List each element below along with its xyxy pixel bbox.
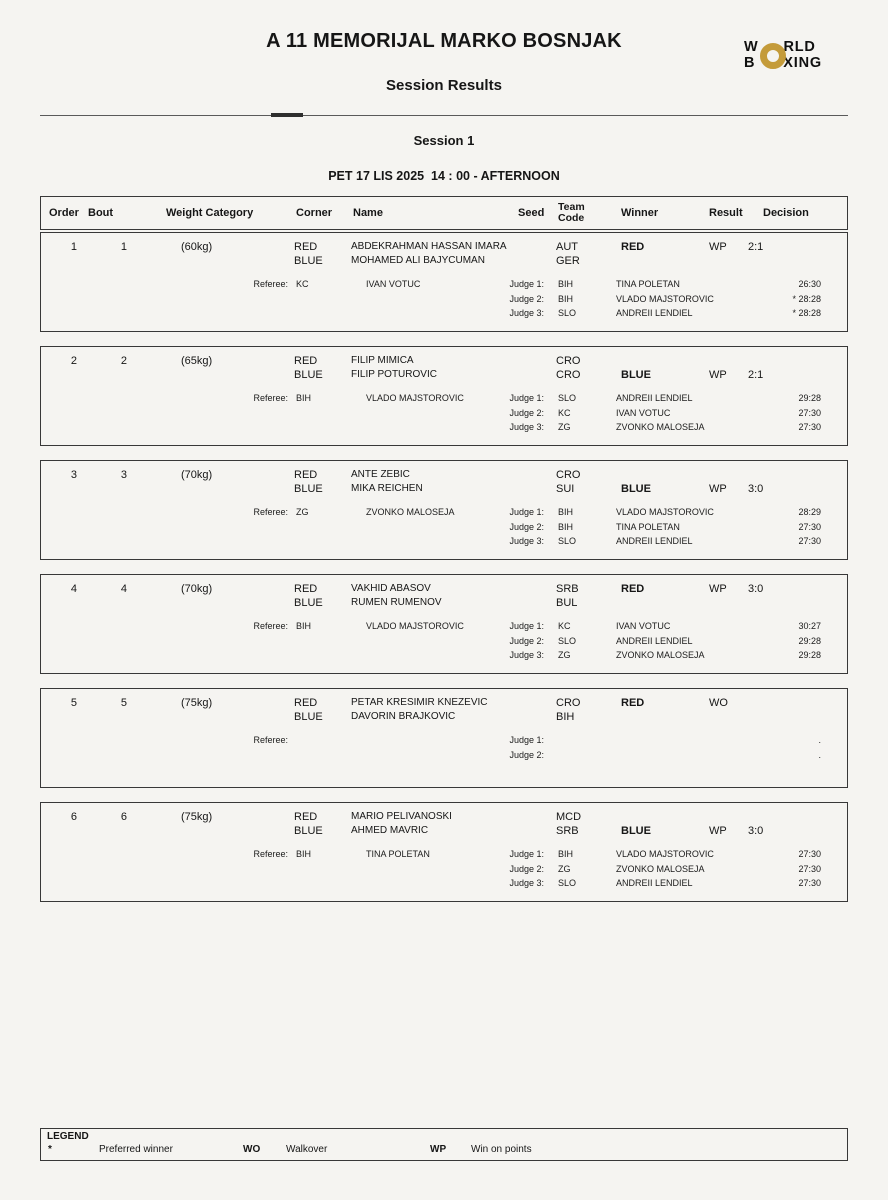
judge-score: 29:28 (798, 635, 821, 646)
referee-label: Referee: (253, 735, 288, 745)
judge-team-code: BIH (558, 849, 574, 859)
red-seed (516, 354, 556, 368)
logo-letter: W (744, 39, 759, 55)
judge-name: VLADO MAJSTOROVIC (616, 507, 714, 517)
result-label: WP (709, 583, 727, 595)
bout-spacer (77, 824, 129, 838)
judge-row (486, 619, 847, 634)
winner-label (621, 254, 709, 268)
red-corner-label: RED (294, 811, 318, 823)
world-boxing-ring-icon (760, 43, 786, 69)
blue-corner-label: BLUE (294, 483, 323, 495)
decision-label (745, 354, 847, 368)
weight-spacer (129, 824, 294, 838)
winner-label (621, 596, 709, 610)
order-number: 2 (70, 355, 77, 367)
red-seed (516, 696, 556, 710)
referee-name: VLADO MAJSTOROVIC (366, 393, 464, 403)
judge-label: Judge 3: (509, 422, 544, 432)
referee-name: IVAN VOTUC (366, 279, 421, 289)
judge-row (486, 420, 847, 435)
judge-label: Judge 3: (509, 536, 544, 546)
judge-score: 27:30 (798, 407, 821, 418)
weight-category: (75kg) (181, 697, 213, 709)
red-team-code: AUT (556, 241, 578, 253)
judge-score: . (818, 749, 821, 760)
judge-name (616, 733, 746, 748)
judge-score: * 28:28 (792, 308, 821, 318)
red-fighter-name: ABDEKRAHMAN HASSAN IMARA (351, 241, 507, 252)
judges-list (486, 847, 847, 891)
red-corner-row (41, 240, 847, 254)
judge-score: 28:29 (798, 507, 821, 517)
blue-fighter-name: AHMED MAVRIC (351, 825, 429, 836)
header-bout: Bout (88, 207, 114, 219)
header-team-code-line2: Code (558, 212, 585, 224)
referee-row (41, 391, 486, 406)
winner-label: BLUE (621, 369, 651, 381)
legend-symbol: WP (430, 1144, 447, 1155)
header-result: Result (709, 207, 743, 219)
judge-label: Judge 1: (509, 621, 544, 631)
referee-team-code: BIH (296, 393, 312, 403)
blue-corner-row (41, 254, 847, 268)
decision-label (745, 810, 847, 824)
result-label (709, 710, 745, 724)
header-team-code (556, 202, 621, 224)
blue-seed (516, 254, 556, 268)
judge-row (486, 292, 847, 307)
judge-team-code: KC (558, 621, 571, 631)
referee-name: TINA POLETAN (366, 849, 430, 859)
bout-spacer (77, 596, 129, 610)
blue-corner-label: BLUE (294, 825, 323, 837)
weight-spacer (129, 368, 294, 382)
judge-label: Judge 2: (509, 293, 544, 304)
blue-team-code: CRO (556, 369, 581, 381)
judges-list (486, 391, 847, 435)
red-corner-label: RED (294, 355, 318, 367)
judge-score: 27:30 (798, 422, 821, 432)
blue-team-code: GER (556, 255, 580, 267)
judge-label: Judge 2: (509, 635, 544, 646)
decision-label: 3:0 (748, 483, 764, 495)
order-spacer (41, 710, 77, 724)
judge-label: Judge 3: (509, 308, 544, 318)
judge-name: ANDREII LENDIEL (616, 635, 693, 646)
result-label (709, 810, 745, 824)
results-table-header (40, 196, 848, 230)
referee-label: Referee: (253, 393, 288, 403)
referee-team-code: BIH (296, 849, 312, 859)
referee-row (41, 505, 486, 520)
referee-team-code: ZG (296, 507, 309, 517)
decision-label: 3:0 (748, 825, 764, 837)
judge-team-code: ZG (558, 422, 571, 432)
judge-row (486, 748, 847, 763)
judge-name: VLADO MAJSTOROVIC (616, 849, 714, 859)
order-number: 5 (70, 697, 77, 709)
red-fighter-name: MARIO PELIVANOSKI (351, 811, 452, 822)
decision-label (745, 596, 847, 610)
header-seed: Seed (518, 207, 545, 219)
red-seed (516, 582, 556, 596)
bout-number: 2 (120, 355, 127, 367)
weight-category: (60kg) (181, 241, 213, 253)
bout-block (40, 460, 848, 560)
decision-label: 3:0 (748, 583, 764, 595)
judge-score: . (818, 735, 821, 745)
order-spacer (41, 824, 77, 838)
judge-row (486, 406, 847, 421)
judge-name (616, 748, 746, 763)
bout-spacer (77, 254, 129, 268)
judge-score: 27:30 (798, 521, 821, 532)
referee-label: Referee: (253, 279, 288, 289)
red-corner-row (41, 696, 847, 710)
judge-score: 27:30 (798, 536, 821, 546)
red-fighter-name: FILIP MIMICA (351, 355, 414, 366)
decision-label (745, 468, 847, 482)
blue-team-code: BIH (556, 711, 575, 723)
red-fighter-name: PETAR KRESIMIR KNEZEVIC (351, 697, 488, 708)
referee-team-code: BIH (296, 621, 312, 631)
referee-label: Referee: (253, 621, 288, 631)
bout-block (40, 802, 848, 902)
blue-seed (516, 710, 556, 724)
judge-label: Judge 1: (509, 735, 544, 745)
referee-label: Referee: (253, 507, 288, 517)
officials-section (41, 733, 847, 762)
result-label (709, 468, 745, 482)
referee-label: Referee: (253, 849, 288, 859)
referee-row (41, 277, 486, 292)
bout-spacer (77, 368, 129, 382)
judge-team-code: ZG (558, 650, 571, 660)
judge-name: ZVONKO MALOSEJA (616, 422, 705, 432)
winner-label: BLUE (621, 825, 651, 837)
blue-corner-row (41, 368, 847, 382)
result-label (709, 354, 745, 368)
legend-symbol: * (48, 1144, 52, 1155)
blue-team-code: BUL (556, 597, 578, 609)
winner-label: RED (621, 241, 645, 253)
weight-category: (65kg) (181, 355, 213, 367)
bouts-list (0, 232, 888, 902)
header-decision: Decision (763, 207, 809, 219)
red-corner-row (41, 354, 847, 368)
weight-spacer (129, 482, 294, 496)
bout-block (40, 574, 848, 674)
red-seed (516, 810, 556, 824)
judge-label: Judge 2: (509, 407, 544, 418)
judge-row (486, 847, 847, 862)
judge-label: Judge 2: (509, 521, 544, 532)
referee-team-code: KC (296, 279, 309, 289)
bout-number: 5 (120, 697, 127, 709)
judge-name: TINA POLETAN (616, 521, 680, 532)
blue-fighter-name: MOHAMED ALI BAJYCUMAN (351, 255, 485, 266)
judge-team-code: SLO (558, 536, 577, 546)
report-subtitle: Session Results (386, 77, 502, 94)
logo-line-world (744, 40, 844, 56)
judge-name: ZVONKO MALOSEJA (616, 863, 705, 874)
judge-team-code (544, 733, 616, 748)
order-spacer (41, 254, 77, 268)
judge-name: TINA POLETAN (616, 279, 680, 289)
judge-team-code: ZG (558, 863, 571, 874)
red-team-code: MCD (556, 811, 582, 823)
decision-label (745, 696, 847, 710)
referee-name (358, 733, 486, 748)
decision-label (745, 254, 847, 268)
header-team-code-line1: Team (558, 201, 585, 213)
referee-team-code (288, 733, 358, 748)
judge-row (486, 306, 847, 321)
judge-row (486, 733, 847, 748)
blue-corner-label: BLUE (294, 711, 323, 723)
blue-fighter-name: MIKA REICHEN (351, 483, 423, 494)
logo-line-boxing (744, 56, 844, 72)
red-corner-label: RED (294, 241, 318, 253)
officials-section (41, 277, 847, 321)
logo-letter: B (744, 54, 756, 71)
judge-name: IVAN VOTUC (616, 407, 671, 418)
officials-section (41, 847, 847, 891)
bout-block (40, 346, 848, 446)
judge-team-code: SLO (558, 308, 577, 318)
judge-score: 30:27 (798, 621, 821, 631)
officials-section (41, 391, 847, 435)
result-label: WP (709, 369, 727, 381)
judge-row (486, 505, 847, 520)
judge-label: Judge 3: (509, 650, 544, 660)
winner-label (621, 468, 709, 482)
judge-label: Judge 3: (509, 878, 544, 888)
blue-seed (516, 482, 556, 496)
order-number: 4 (70, 583, 77, 595)
order-number: 6 (70, 811, 77, 823)
weight-category: (75kg) (181, 811, 213, 823)
blue-fighter-name: FILIP POTUROVIC (351, 369, 437, 380)
header-order: Order (49, 207, 79, 219)
officials-section (41, 619, 847, 663)
bout-number: 4 (120, 583, 127, 595)
red-team-code: CRO (556, 355, 581, 367)
bout-number: 6 (120, 811, 127, 823)
logo-letter: XING (783, 54, 822, 71)
order-spacer (41, 482, 77, 496)
judge-team-code: SLO (558, 635, 577, 646)
divider-line (40, 115, 848, 116)
judge-name: ANDREII LENDIEL (616, 536, 693, 546)
blue-team-code: SUI (556, 483, 575, 495)
judge-team-code: SLO (558, 393, 577, 403)
judge-team-code: SLO (558, 878, 577, 888)
judge-label: Judge 1: (509, 393, 544, 403)
red-seed (516, 240, 556, 254)
judge-score: * 28:28 (792, 293, 821, 304)
judge-score: 27:30 (798, 878, 821, 888)
judge-row (486, 277, 847, 292)
judges-list (486, 505, 847, 549)
order-spacer (41, 596, 77, 610)
blue-seed (516, 596, 556, 610)
red-team-code: SRB (556, 583, 579, 595)
session-title: Session 1 (413, 133, 475, 148)
judge-label: Judge 2: (509, 749, 544, 760)
judge-label: Judge 1: (509, 507, 544, 517)
red-fighter-name: VAKHID ABASOV (351, 583, 431, 594)
bout-spacer (77, 710, 129, 724)
result-label: WO (709, 697, 728, 709)
legend-row (41, 1143, 847, 1156)
legend-symbol: WO (243, 1144, 261, 1155)
judge-label: Judge 1: (509, 849, 544, 859)
weight-spacer (129, 254, 294, 268)
judge-score: 26:30 (798, 279, 821, 289)
judge-name: IVAN VOTUC (616, 621, 671, 631)
winner-label (621, 810, 709, 824)
session-datetime: PET 17 LIS 2025 14 : 00 - AFTERNOON (328, 169, 560, 183)
result-label (709, 596, 745, 610)
red-seed (516, 468, 556, 482)
referee-row (41, 733, 486, 748)
judge-team-code: BIH (558, 293, 574, 304)
legend-meaning: Walkover (286, 1144, 328, 1155)
weight-spacer (129, 710, 294, 724)
judge-row (486, 648, 847, 663)
blue-corner-row (41, 482, 847, 496)
page-title: A 11 MEMORIJAL MARKO BOSNJAK (266, 30, 622, 52)
winner-label (621, 710, 709, 724)
order-number: 1 (70, 241, 77, 253)
judge-row (486, 862, 847, 877)
blue-corner-label: BLUE (294, 369, 323, 381)
legend-meaning: Win on points (471, 1144, 532, 1155)
result-label: WP (709, 241, 727, 253)
red-corner-label: RED (294, 469, 318, 481)
judge-team-code: KC (558, 407, 571, 418)
blue-corner-row (41, 710, 847, 724)
header-winner: Winner (621, 207, 659, 219)
weight-spacer (129, 596, 294, 610)
blue-corner-row (41, 596, 847, 610)
result-label: WP (709, 825, 727, 837)
result-label (709, 254, 745, 268)
red-corner-label: RED (294, 697, 318, 709)
judge-team-code: BIH (558, 521, 574, 532)
judges-list (486, 619, 847, 663)
weight-category: (70kg) (181, 583, 213, 595)
referee-name: VLADO MAJSTOROVIC (366, 621, 464, 631)
bout-block (40, 688, 848, 788)
judge-score: 27:30 (798, 849, 821, 859)
red-fighter-name: ANTE ZEBIC (351, 469, 410, 480)
legend (40, 1128, 848, 1161)
judge-name: ANDREII LENDIEL (616, 393, 693, 403)
blue-team-code: SRB (556, 825, 579, 837)
winner-label: BLUE (621, 483, 651, 495)
judge-row (486, 520, 847, 535)
winner-label (621, 354, 709, 368)
decision-label (745, 710, 847, 724)
judge-row (486, 534, 847, 549)
legend-meaning: Preferred winner (99, 1144, 173, 1155)
order-spacer (41, 368, 77, 382)
officials-section (41, 505, 847, 549)
judges-list (486, 733, 847, 762)
logo-letter: RLD (783, 39, 816, 55)
header-corner: Corner (296, 207, 333, 219)
weight-category: (70kg) (181, 469, 213, 481)
bout-number: 3 (120, 469, 127, 481)
judge-name: ANDREII LENDIEL (616, 308, 693, 318)
judge-label: Judge 2: (509, 863, 544, 874)
judge-team-code (544, 748, 616, 763)
blue-corner-label: BLUE (294, 255, 323, 267)
judge-row (486, 876, 847, 891)
referee-name: ZVONKO MALOSEJA (366, 507, 455, 517)
judge-name: ANDREII LENDIEL (616, 878, 693, 888)
order-number: 3 (70, 469, 77, 481)
winner-label: RED (621, 697, 645, 709)
red-team-code: CRO (556, 469, 581, 481)
bout-number: 1 (120, 241, 127, 253)
judge-score: 27:30 (798, 863, 821, 874)
blue-seed (516, 824, 556, 838)
winner-label: RED (621, 583, 645, 595)
legend-title: LEGEND (47, 1131, 89, 1142)
red-team-code: CRO (556, 697, 581, 709)
judge-row (486, 634, 847, 649)
red-corner-label: RED (294, 583, 318, 595)
judge-team-code: BIH (558, 507, 574, 517)
judge-score: 29:28 (798, 650, 821, 660)
judge-row (486, 391, 847, 406)
decision-label: 2:1 (748, 369, 764, 381)
blue-corner-row (41, 824, 847, 838)
judge-name: VLADO MAJSTOROVIC (616, 293, 714, 304)
blue-seed (516, 368, 556, 382)
blue-fighter-name: DAVORIN BRAJKOVIC (351, 711, 456, 722)
judge-team-code: BIH (558, 279, 574, 289)
bout-block (40, 232, 848, 332)
judge-name: ZVONKO MALOSEJA (616, 650, 705, 660)
judges-list (486, 277, 847, 321)
referee-row (41, 847, 486, 862)
world-boxing-logo (744, 40, 844, 71)
judge-label: Judge 1: (509, 279, 544, 289)
red-corner-row (41, 582, 847, 596)
result-label: WP (709, 483, 727, 495)
header-weight-category: Weight Category (166, 207, 254, 219)
decision-label: 2:1 (748, 241, 764, 253)
blue-fighter-name: RUMEN RUMENOV (351, 597, 442, 608)
red-corner-row (41, 810, 847, 824)
red-corner-row (41, 468, 847, 482)
header-name: Name (353, 207, 383, 219)
divider-dash (271, 113, 303, 117)
judge-score: 29:28 (798, 393, 821, 403)
blue-corner-label: BLUE (294, 597, 323, 609)
bout-spacer (77, 482, 129, 496)
referee-row (41, 619, 486, 634)
